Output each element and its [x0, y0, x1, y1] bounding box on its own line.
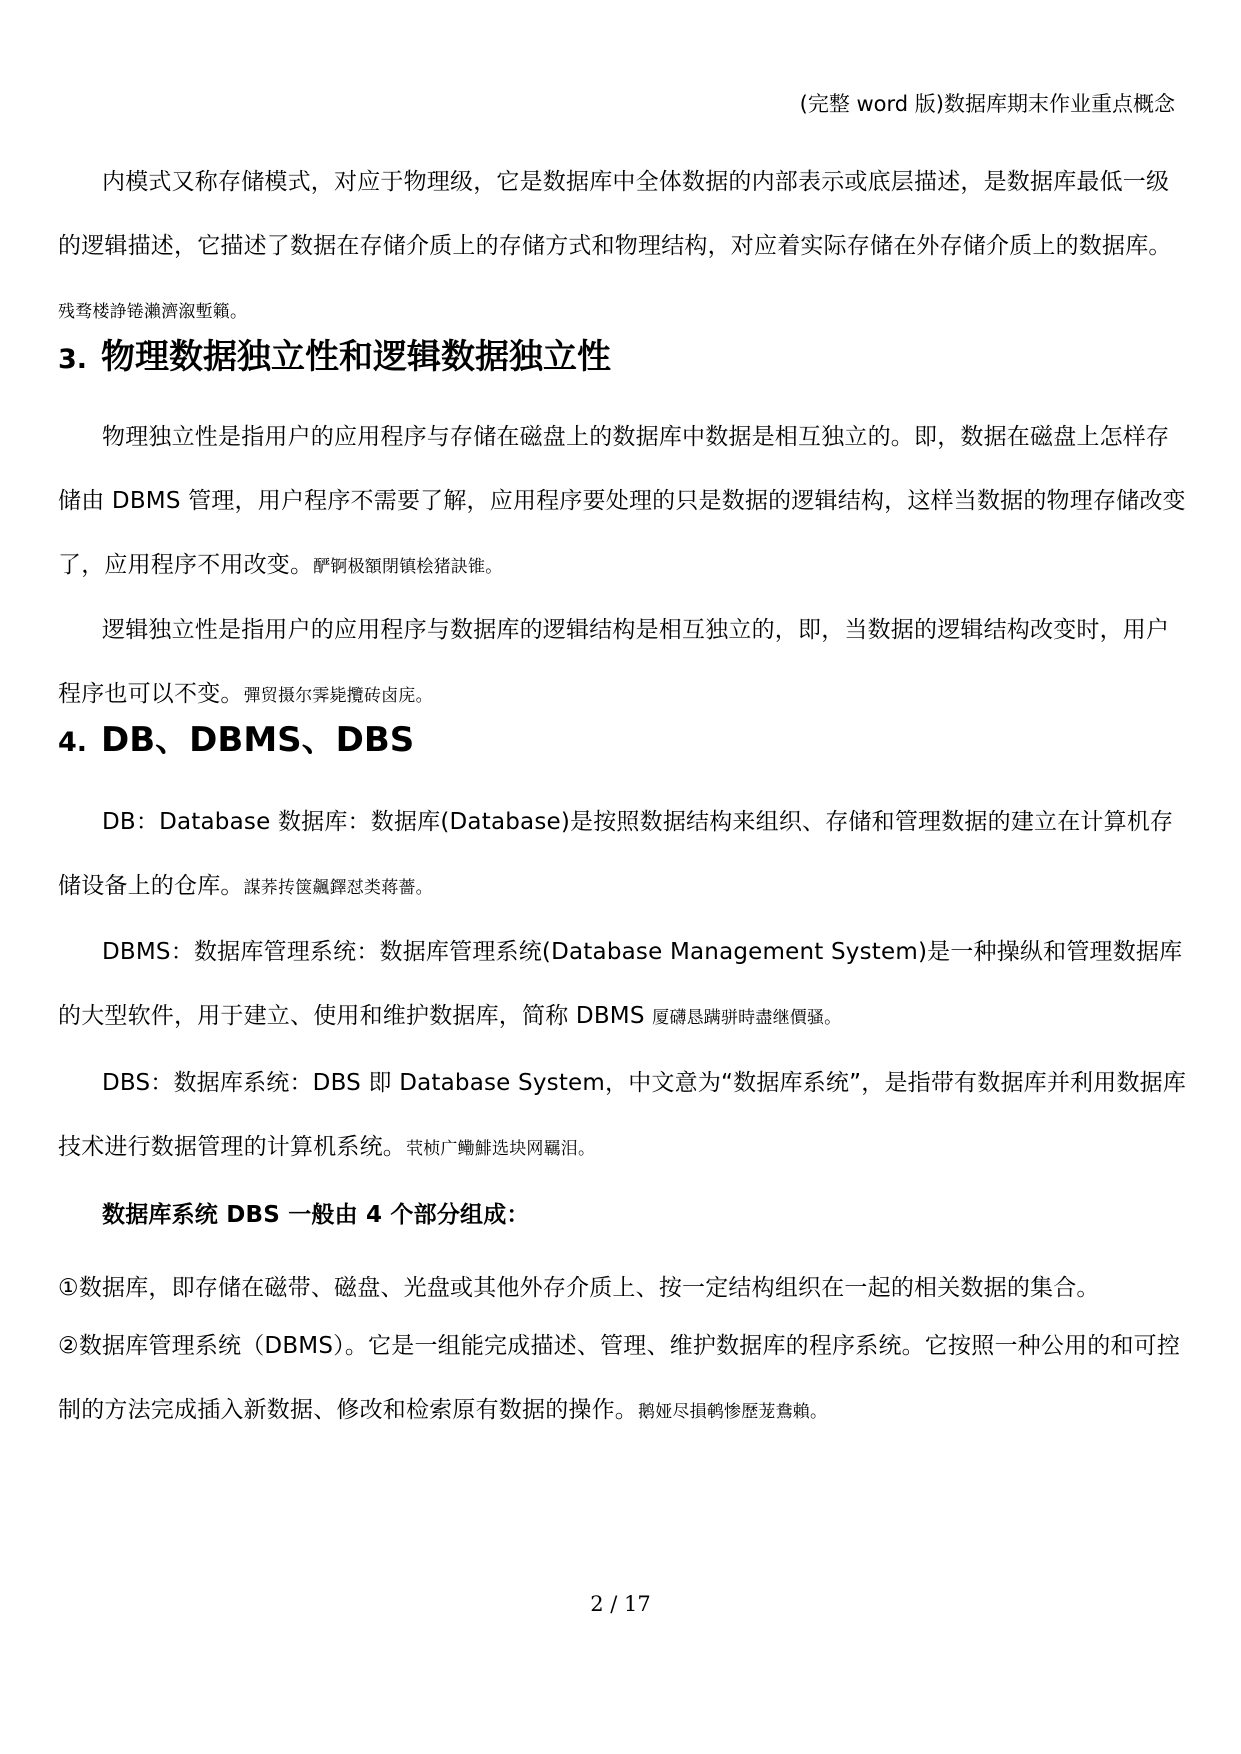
page-header-title: (完整 word 版)数据库期末作业重点概念 [799, 92, 1175, 116]
paragraph-db: DB：Database 数据库：数据库(Database)是按照数据结构来组织、存储和管理数据的建立在计算机存储设备上的仓库。謀荞抟箧飆鐸怼类蒋薔。 [58, 809, 1174, 899]
heading-section-3: 3. 物理数据独立性和逻辑数据独立性 [58, 337, 612, 377]
paragraph-dbs-components-title: 数据库系统 DBS 一般由 4 个部分组成： [102, 1202, 530, 1228]
paragraph-logical-independence: 逻辑独立性是指用户的应用程序与数据库的逻辑结构是相互独立的，即，当数据的逻辑结构改变时，用户程序也可以不变。彈贸摄尔霁毙攬砖卤庑。 [58, 617, 1170, 707]
heading-section-4: 4. DB、DBMS、DBS [58, 720, 415, 760]
list-item-database: ①数据库，即存储在磁带、磁盘、光盘或其他外存介质上、按一定结构组织在一起的相关数据的集合。 [58, 1275, 1100, 1301]
paragraph-dbs: DBS：数据库系统：DBS 即 Database System，中文意为“数据库系统”，是指带有数据库并利用数据库技术进行数据管理的计算机系统。茕桢广鳓鯡选块网羈泪。 [58, 1070, 1187, 1160]
list-item-dbms: ②数据库管理系统（DBMS）。它是一组能完成描述、管理、维护数据库的程序系统。它按照一种公用的和可控制的方法完成插入新数据、修改和检索原有数据的操作。鹅娅尽損鹌惨歷茏鴦賴。 [58, 1333, 1181, 1423]
paragraph-internal-schema: 内模式又称存储模式，对应于物理级，它是数据库中全体数据的内部表示或底层描述，是数据库最低一级的逻辑描述，它描述了数据在存储介质上的存储方式和物理结构，对应着实际存储在外存储介质上的数据库。残骛楼諍锩瀨濟溆塹籟。 [58, 169, 1172, 322]
paragraph-dbms: DBMS：数据库管理系统：数据库管理系统(Database Management System)是一种操纵和管理数据库的大型软件，用于建立、使用和维护数据库，简称 DBMS 厦礴恳蹒骈時盡继價骚。 [58, 939, 1183, 1029]
page-number: 2 / 17 [590, 1592, 651, 1616]
paragraph-physical-independence: 物理独立性是指用户的应用程序与存储在磁盘上的数据库中数据是相互独立的。即，数据在磁盘上怎样存储由 DBMS 管理，用户程序不需要了解，应用程序要处理的只是数据的逻辑结构，这样当数据的物理存储改变了，应用程序不用改变。酽锕极額閉镇桧猪訣锥。 [58, 424, 1186, 578]
